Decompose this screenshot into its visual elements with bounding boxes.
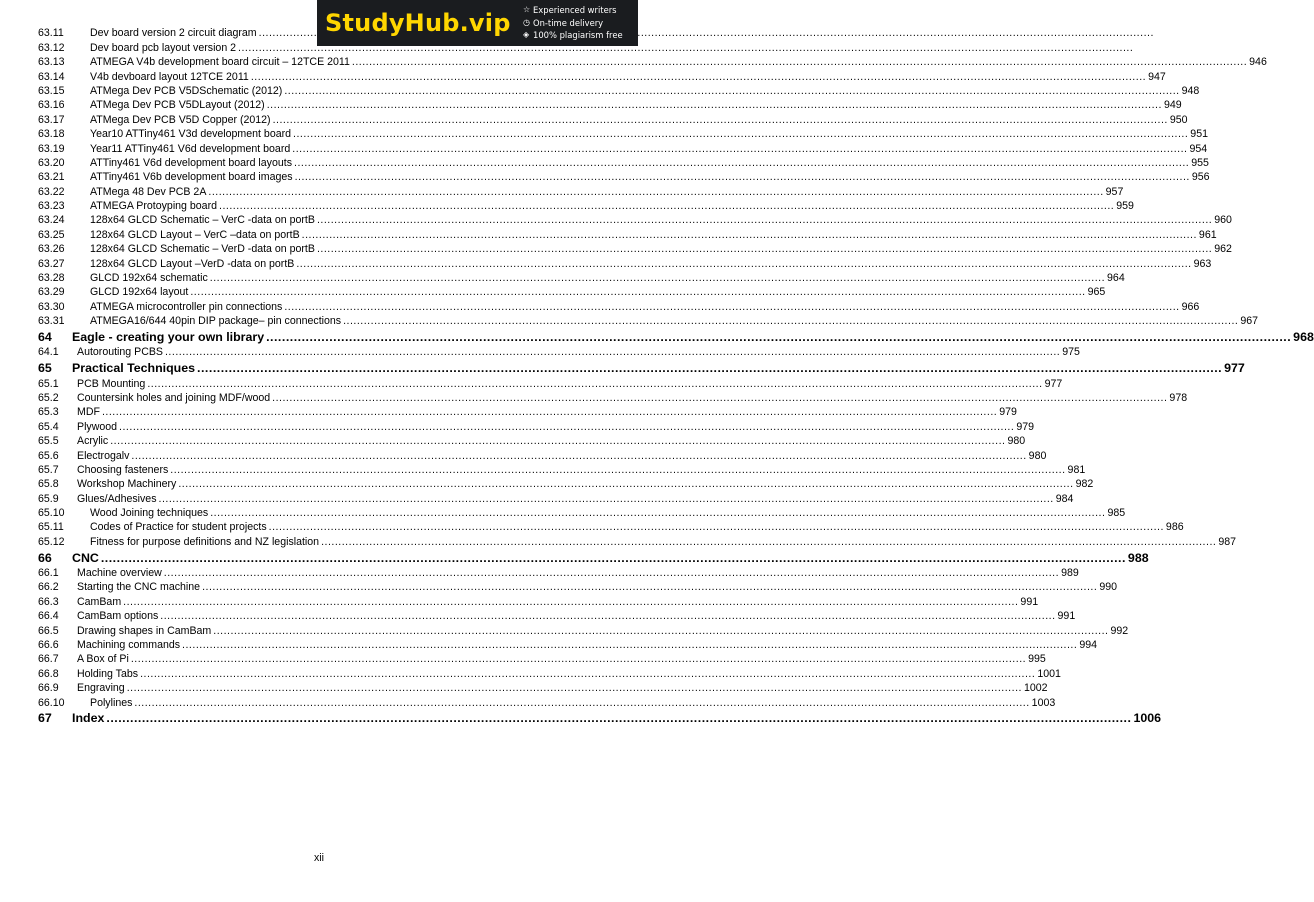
toc-entry-number: 63.26 <box>38 243 65 256</box>
toc-entry-page: 1001 <box>1037 667 1061 680</box>
dot-leader <box>165 346 1060 359</box>
feature-list <box>523 4 623 42</box>
toc-entry[interactable] <box>38 184 1124 198</box>
feature-text: Experienced writers <box>533 5 617 16</box>
toc-entry[interactable] <box>38 623 1129 637</box>
toc-entry-number: 63.20 <box>38 156 65 169</box>
toc-entry-title: ATMega Dev PCB V5DSchematic (2012) <box>90 84 283 97</box>
toc-entry-title: CNC <box>72 550 99 565</box>
dot-leader <box>317 214 1212 227</box>
toc-entry-title: 128x64 GLCD Layout – VerC –data on portB <box>90 228 300 241</box>
toc-entry-title: MDF <box>77 406 100 419</box>
toc-entry-number: 63.22 <box>38 185 65 198</box>
toc-entry-title: Autorouting PCBS <box>77 346 163 359</box>
toc-entry[interactable] <box>38 391 1188 405</box>
toc-entry-title: Engraving <box>77 682 125 695</box>
toc-entry-number: 65.5 <box>38 435 59 448</box>
toc-entry[interactable] <box>38 170 1210 184</box>
toc-chapter-entry[interactable] <box>38 359 1245 376</box>
toc-entry-title: Eagle - creating your own library <box>72 330 265 344</box>
toc-entry[interactable] <box>38 112 1188 126</box>
toc-entry-page: 951 <box>1190 128 1208 141</box>
clock-icon: ◷ <box>523 17 530 27</box>
toc-entry-title: 128x64 GLCD Schematic – VerC -data on portB <box>90 214 315 227</box>
toc-entry-page: 964 <box>1107 272 1125 285</box>
dot-leader <box>293 128 1188 141</box>
toc-entry[interactable] <box>38 256 1212 270</box>
toc-entry-title: Dev board pcb layout version 2 <box>90 41 237 54</box>
toc-entry-title: ATMega Dev PCB V5D Copper (2012) <box>90 113 271 126</box>
toc-entry-page: 948 <box>1181 84 1200 97</box>
toc-entry[interactable] <box>38 299 1200 313</box>
toc-entry[interactable] <box>38 405 1017 419</box>
dot-leader <box>267 99 1162 112</box>
toc-entry-number: 65.4 <box>38 420 59 433</box>
toc-entry-number: 65.1 <box>38 377 59 390</box>
toc-entry-page: 949 <box>1163 99 1182 112</box>
toc-entry-page: 965 <box>1087 286 1106 299</box>
toc-entry-title: ATMEGA16/644 40pin DIP package– pin connections <box>90 315 342 328</box>
feature-text: On-time delivery <box>533 17 604 28</box>
toc-entry[interactable] <box>38 84 1200 98</box>
toc-entry-number: 65.12 <box>38 535 65 548</box>
toc-entry-page: 961 <box>1198 228 1217 241</box>
toc-entry-title: ATMega 48 Dev PCB 2A <box>90 185 207 198</box>
dot-leader <box>182 639 1077 652</box>
toc-entry-page: 994 <box>1079 639 1097 652</box>
toc-entry-title: Fitness for purpose definitions and NZ legislation <box>90 535 320 548</box>
dot-leader <box>317 243 1212 256</box>
toc-entry-number: 63.13 <box>38 56 65 69</box>
toc-entry-page: 954 <box>1189 142 1208 155</box>
toc-entry[interactable] <box>38 580 1118 594</box>
toc-entry[interactable] <box>38 156 1209 170</box>
toc-entry[interactable] <box>38 69 1166 83</box>
dot-leader <box>170 464 1065 477</box>
toc-entry[interactable] <box>38 55 1267 69</box>
shield-icon: ◈ <box>523 30 530 40</box>
toc-entry-page: 981 <box>1067 463 1086 476</box>
toc-entry[interactable] <box>38 506 1126 520</box>
toc-entry-title: Acrylic <box>77 435 109 448</box>
toc-entry-number: 63.31 <box>38 315 65 328</box>
toc-entry[interactable] <box>38 463 1086 477</box>
toc-entry-page: 959 <box>1116 200 1134 213</box>
toc-entry[interactable] <box>38 594 1039 608</box>
toc-entry-title: Plywood <box>77 420 118 433</box>
dot-leader <box>284 301 1179 314</box>
toc-entry-number: 67 <box>38 711 52 726</box>
toc-entry-title: 128x64 GLCD Layout –VerD -data on portB <box>90 257 295 270</box>
dot-leader <box>101 551 1126 566</box>
dot-leader <box>140 668 1035 681</box>
toc-entry-number: 63.25 <box>38 228 65 241</box>
toc-entry-number: 66.2 <box>38 581 59 594</box>
toc-entry[interactable] <box>38 227 1217 241</box>
toc-entry-number: 65.9 <box>38 492 59 505</box>
toc-entry-page: 956 <box>1191 171 1210 184</box>
toc-entry-page: 967 <box>1240 315 1259 328</box>
toc-entry-number: 65 <box>38 361 52 376</box>
toc-entry-title: CamBam <box>77 595 122 608</box>
toc-entry[interactable] <box>38 141 1208 155</box>
dot-leader <box>119 421 1014 434</box>
toc-entry[interactable] <box>38 652 1046 666</box>
toc-entry-number: 66 <box>38 550 52 565</box>
toc-entry-title: Holding Tabs <box>77 667 139 680</box>
toc-entry-page: 950 <box>1169 113 1188 126</box>
dot-leader <box>134 697 1029 710</box>
star-icon: ☆ <box>523 5 531 15</box>
dot-leader <box>160 610 1055 623</box>
dot-leader <box>266 330 1291 345</box>
toc-entry-title: V4b devboard layout 12TCE 2011 <box>90 70 249 83</box>
toc-entry-number: 66.9 <box>38 682 59 695</box>
toc-entry-page: 977 <box>1224 361 1245 376</box>
toc-entry-number: 64 <box>38 330 52 344</box>
toc-entry[interactable] <box>38 345 1080 359</box>
dot-leader <box>294 157 1189 170</box>
feature-item <box>523 17 623 30</box>
toc-entry-page: 966 <box>1181 300 1200 313</box>
toc-entry[interactable] <box>38 199 1134 213</box>
toc-entry-title: ATTiny461 V6b development board images <box>90 171 293 184</box>
toc-entry-page: 992 <box>1110 624 1129 637</box>
toc-entry-number: 63.27 <box>38 257 65 270</box>
toc-entry-title: Glues/Adhesives <box>77 492 157 505</box>
toc-entry[interactable] <box>38 213 1232 227</box>
dot-leader <box>251 71 1146 84</box>
toc-entry-page: 1003 <box>1031 696 1056 709</box>
dot-leader <box>106 711 1131 726</box>
toc-entry-page: 977 <box>1044 377 1063 390</box>
toc-entry-page: 990 <box>1099 581 1118 594</box>
toc-entry-page: 957 <box>1105 185 1124 198</box>
toc-entry-number: 66.8 <box>38 667 59 680</box>
toc-entry-number: 63.11 <box>38 27 64 40</box>
page-number: xii <box>313 852 324 864</box>
toc-entry-page: 989 <box>1061 567 1079 580</box>
toc-entry-number: 63.19 <box>38 142 65 155</box>
toc-entry-title: Year11 ATTiny461 V6d development board <box>90 142 291 155</box>
toc-chapter-entry[interactable] <box>38 549 1149 566</box>
toc-entry-title: 128x64 GLCD Schematic – VerD -data on portB <box>90 243 315 256</box>
toc-entry[interactable] <box>38 419 1034 433</box>
dot-leader <box>178 478 1073 491</box>
dot-leader <box>197 361 1222 376</box>
toc-entry-number: 63.18 <box>38 128 65 141</box>
toc-entry[interactable] <box>38 638 1097 652</box>
toc-entry[interactable] <box>38 534 1237 548</box>
toc-entry[interactable] <box>38 566 1079 580</box>
dot-leader <box>123 596 1018 609</box>
toc-entry-page: 991 <box>1057 610 1076 623</box>
toc-entry-page: 982 <box>1075 478 1094 491</box>
toc-entry-page: 991 <box>1020 595 1039 608</box>
dot-leader <box>159 493 1054 506</box>
toc-entry[interactable] <box>38 520 1184 534</box>
toc-entry[interactable] <box>38 695 1056 709</box>
dot-leader <box>296 258 1191 271</box>
dot-leader <box>102 406 997 419</box>
toc-entry[interactable] <box>38 491 1074 505</box>
toc-entry-title: Wood Joining techniques <box>90 507 209 520</box>
toc-entry-page: 960 <box>1214 214 1232 227</box>
promo-banner[interactable] <box>317 0 638 46</box>
toc-entry-title: Workshop Machinery <box>77 478 177 491</box>
toc-entry-number: 66.3 <box>38 595 59 608</box>
toc-entry-number: 66.7 <box>38 653 59 666</box>
dot-leader <box>292 143 1187 156</box>
toc-entry[interactable] <box>38 242 1232 256</box>
toc-chapter-entry[interactable] <box>38 710 1162 727</box>
toc-entry[interactable] <box>38 271 1125 285</box>
toc-entry-title: Countersink holes and joining MDF/wood <box>77 391 271 404</box>
toc-entry[interactable] <box>38 98 1182 112</box>
dot-leader <box>352 56 1247 69</box>
toc-entry-title: Choosing fasteners <box>77 463 169 476</box>
toc-entry-number: 65.10 <box>38 507 65 520</box>
toc-entry-number: 65.2 <box>38 391 59 404</box>
toc-entry-title: GLCD 192x64 layout <box>90 286 189 299</box>
toc-entry-page: 962 <box>1214 243 1232 256</box>
toc-entry-number: 65.3 <box>38 406 59 419</box>
toc-entry-number: 63.30 <box>38 300 65 313</box>
toc-entry-title: Machine overview <box>77 567 162 580</box>
feature-item <box>523 29 623 42</box>
toc-entry[interactable] <box>38 285 1106 299</box>
toc-entry-title: Electrogalv <box>77 449 130 462</box>
toc-entry-title: Index <box>72 711 105 726</box>
dot-leader <box>127 682 1022 695</box>
toc-entry-title: Dev board version 2 circuit diagram <box>90 27 257 40</box>
dot-leader <box>147 378 1042 391</box>
dot-leader <box>321 536 1216 549</box>
toc-entry-title: ATTiny461 V6d development board layouts <box>90 156 292 169</box>
dot-leader <box>210 272 1105 285</box>
toc-entry[interactable] <box>38 666 1061 680</box>
toc-entry[interactable] <box>38 127 1208 141</box>
dot-leader <box>213 625 1108 638</box>
toc-entry-page: 968 <box>1293 330 1314 344</box>
toc-entry-title: Practical Techniques <box>72 361 196 376</box>
dot-leader <box>273 114 1168 127</box>
toc-entry-number: 66.10 <box>38 696 65 709</box>
toc-entry-title: Polylines <box>90 696 133 709</box>
toc-entry[interactable] <box>38 448 1047 462</box>
toc-entry-page: 986 <box>1165 521 1184 534</box>
toc-entry-number: 65.8 <box>38 478 59 491</box>
dot-leader <box>302 229 1197 242</box>
dot-leader <box>131 653 1026 666</box>
dot-leader <box>164 567 1059 580</box>
toc-entry-title: Year10 ATTiny461 V3d development board <box>90 128 292 141</box>
toc-entry-page: 984 <box>1055 492 1074 505</box>
toc-entry-title: Codes of Practice for student projects <box>90 521 267 534</box>
toc-entry-page: 1006 <box>1133 711 1162 726</box>
dot-leader <box>272 392 1167 405</box>
toc-entry-number: 63.15 <box>38 84 65 97</box>
toc-entry-title: PCB Mounting <box>77 377 146 390</box>
toc-entry-number: 63.28 <box>38 272 65 285</box>
toc-entry-title: ATMEGA Protoyping board <box>90 200 217 213</box>
toc-entry-title: Drawing shapes in CamBam <box>77 624 212 637</box>
dot-leader <box>219 200 1114 213</box>
toc-entry-number: 63.29 <box>38 286 65 299</box>
toc-entry-page: 946 <box>1249 56 1267 69</box>
dot-leader <box>343 315 1238 328</box>
toc-entry-page: 963 <box>1193 257 1212 270</box>
toc-entry[interactable] <box>38 376 1063 390</box>
toc-entry-number: 66.6 <box>38 639 59 652</box>
dot-leader <box>284 85 1179 98</box>
toc-entry-page: 995 <box>1028 653 1046 666</box>
toc-entry-title: ATMega Dev PCB V5DLayout (2012) <box>90 99 265 112</box>
dot-leader <box>295 171 1190 184</box>
toc-entry-page: 975 <box>1062 346 1080 359</box>
toc-entry-number: 64.1 <box>38 346 59 359</box>
toc-entry-page: 1002 <box>1023 682 1048 695</box>
toc-chapter-entry[interactable] <box>38 328 1314 345</box>
toc-entry-number: 65.11 <box>38 521 64 534</box>
toc-entry-page: 980 <box>1007 435 1026 448</box>
toc-entry-page: 979 <box>1016 420 1034 433</box>
dot-leader <box>202 581 1097 594</box>
toc-entry-title: Starting the CNC machine <box>77 581 201 594</box>
dot-leader <box>269 521 1164 534</box>
toc-entry-page: 988 <box>1127 550 1149 565</box>
toc-entry-number: 63.14 <box>38 70 65 83</box>
dot-leader <box>190 286 1085 299</box>
feature-item <box>523 4 623 17</box>
toc-entry-number: 63.16 <box>38 99 65 112</box>
toc-entry-number: 63.23 <box>38 200 65 213</box>
toc-entry-number: 63.17 <box>38 113 65 126</box>
toc-entry-page: 955 <box>1191 156 1209 169</box>
toc-entry[interactable] <box>38 434 1026 448</box>
toc-entry-page: 987 <box>1218 535 1237 548</box>
toc-entry-number: 66.4 <box>38 610 59 623</box>
toc-entry-number: 63.21 <box>38 171 65 184</box>
toc-entry-title: ATMEGA microcontroller pin connections <box>90 300 283 313</box>
toc-entry-page: 985 <box>1107 507 1126 520</box>
toc-entry[interactable] <box>38 477 1094 491</box>
toc-entry-page: 980 <box>1028 449 1047 462</box>
toc-entry-title: A Box of Pi <box>77 653 129 666</box>
toc-entry[interactable] <box>38 314 1259 328</box>
table-of-contents <box>38 26 1314 726</box>
toc-entry-page: 978 <box>1169 391 1188 404</box>
feature-text: 100% plagiarism free <box>533 30 623 41</box>
toc-entry-title: ATMEGA V4b development board circuit – 12TCE 2011 <box>90 56 350 69</box>
dot-leader <box>208 186 1103 199</box>
toc-entry-title: GLCD 192x64 schematic <box>90 272 208 285</box>
toc-entry-number: 66.5 <box>38 624 59 637</box>
toc-entry[interactable] <box>38 681 1048 695</box>
dot-leader <box>131 450 1026 463</box>
toc-entry-number: 66.1 <box>38 567 59 580</box>
toc-entry[interactable] <box>38 609 1076 623</box>
toc-entry-number: 65.6 <box>38 449 59 462</box>
dot-leader <box>110 435 1005 448</box>
toc-entry-number: 63.24 <box>38 214 65 227</box>
toc-entry-page: 979 <box>999 406 1017 419</box>
dot-leader <box>210 507 1105 520</box>
brand-logo[interactable]: StudyHub.vip <box>325 9 511 37</box>
toc-entry-title: Machining commands <box>77 639 181 652</box>
toc-entry-number: 63.12 <box>38 41 65 54</box>
toc-entry-number: 65.7 <box>38 463 59 476</box>
toc-entry-title: CamBam options <box>77 610 159 623</box>
toc-entry-page: 947 <box>1148 70 1166 83</box>
